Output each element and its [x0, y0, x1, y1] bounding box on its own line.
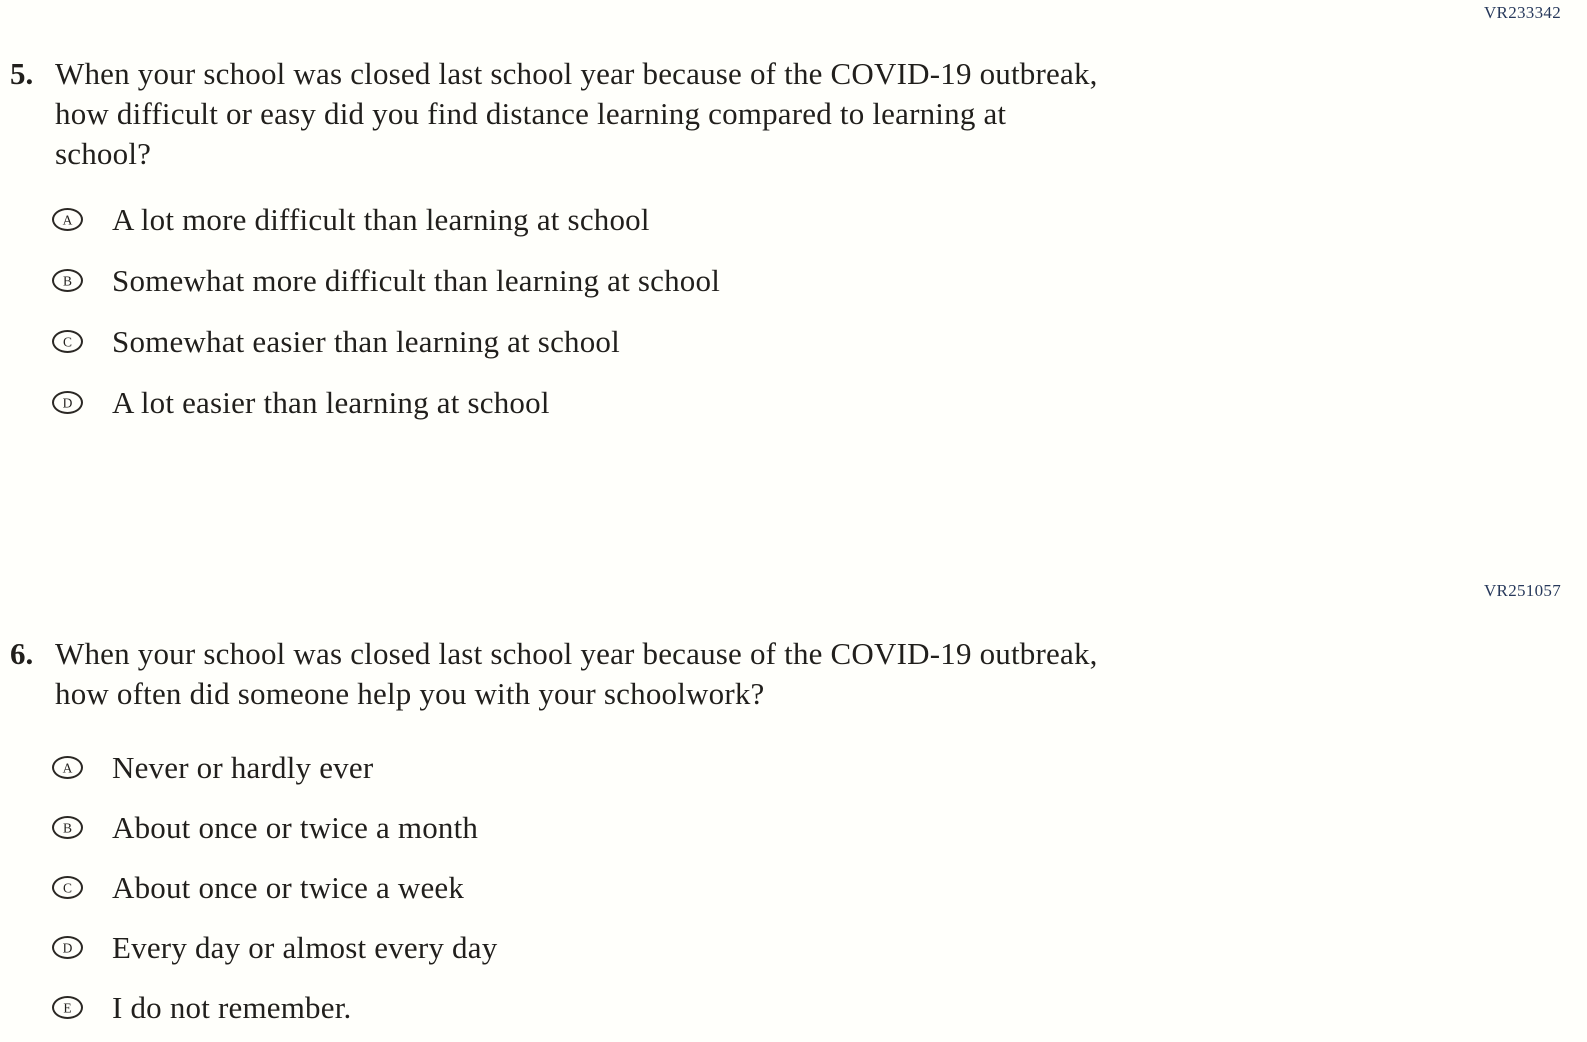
- option-row-5c: [52, 323, 720, 359]
- option-row-6a: [52, 749, 497, 785]
- question-6-line-2: how often did someone help you with your schoolwork?: [55, 676, 765, 711]
- question-6-line-1: When your school was closed last school year because of the COVID-19 outbreak,: [55, 636, 1098, 671]
- question-5-text: [55, 54, 1098, 174]
- option-row-5d: [52, 384, 720, 420]
- question-5-line-1: When your school was closed last school year because of the COVID-19 outbreak,: [55, 56, 1098, 91]
- option-row-5a: [52, 201, 720, 237]
- question-6-number: 6.: [10, 636, 34, 671]
- option-label: A lot more difficult than learning at school: [112, 201, 650, 237]
- answer-bubble-6b[interactable]: [52, 816, 83, 839]
- option-label: Somewhat more difficult than learning at school: [112, 262, 721, 298]
- answer-bubble-6a[interactable]: [52, 756, 83, 779]
- answer-letter: B: [62, 820, 72, 836]
- option-row-6c: [52, 869, 497, 905]
- answer-letter: A: [62, 212, 73, 228]
- answer-bubble-5b[interactable]: [52, 269, 83, 292]
- answer-letter: C: [62, 880, 72, 896]
- answer-letter: C: [62, 334, 72, 350]
- question-5-options: [52, 201, 721, 448]
- option-label: Never or hardly ever: [112, 749, 374, 785]
- answer-letter: A: [62, 760, 73, 776]
- answer-bubble-5c[interactable]: [52, 330, 83, 353]
- option-row-5b: [52, 262, 721, 298]
- item-code-vr233342: VR233342: [1483, 3, 1561, 22]
- question-5-line-2: how difficult or easy did you find distance learning compared to learning at: [55, 96, 1007, 131]
- question-5-number: 5.: [10, 56, 34, 91]
- option-label: Somewhat easier than learning at school: [112, 323, 620, 359]
- answer-letter: D: [62, 395, 73, 411]
- option-label: Every day or almost every day: [112, 929, 498, 965]
- answer-letter: E: [63, 1000, 72, 1016]
- option-row-6e: [52, 989, 497, 1025]
- question-6-text: [55, 634, 1098, 714]
- answer-bubble-6d[interactable]: [52, 936, 83, 959]
- question-5-line-3: school?: [55, 136, 152, 171]
- answer-bubble-6c[interactable]: [52, 876, 83, 899]
- option-label: About once or twice a week: [112, 869, 465, 905]
- option-label: I do not remember.: [112, 989, 352, 1025]
- option-label: About once or twice a month: [112, 809, 479, 845]
- answer-bubble-5d[interactable]: [52, 391, 83, 414]
- item-code-vr251057: VR251057: [1483, 581, 1561, 600]
- answer-bubble-6e[interactable]: [52, 996, 83, 1019]
- option-label: A lot easier than learning at school: [112, 384, 550, 420]
- question-6-options: [52, 749, 498, 1042]
- answer-letter: B: [62, 273, 72, 289]
- answer-bubble-5a[interactable]: [52, 208, 83, 231]
- answer-letter: D: [62, 940, 73, 956]
- option-row-6b: [52, 809, 497, 845]
- option-row-6d: [52, 929, 498, 965]
